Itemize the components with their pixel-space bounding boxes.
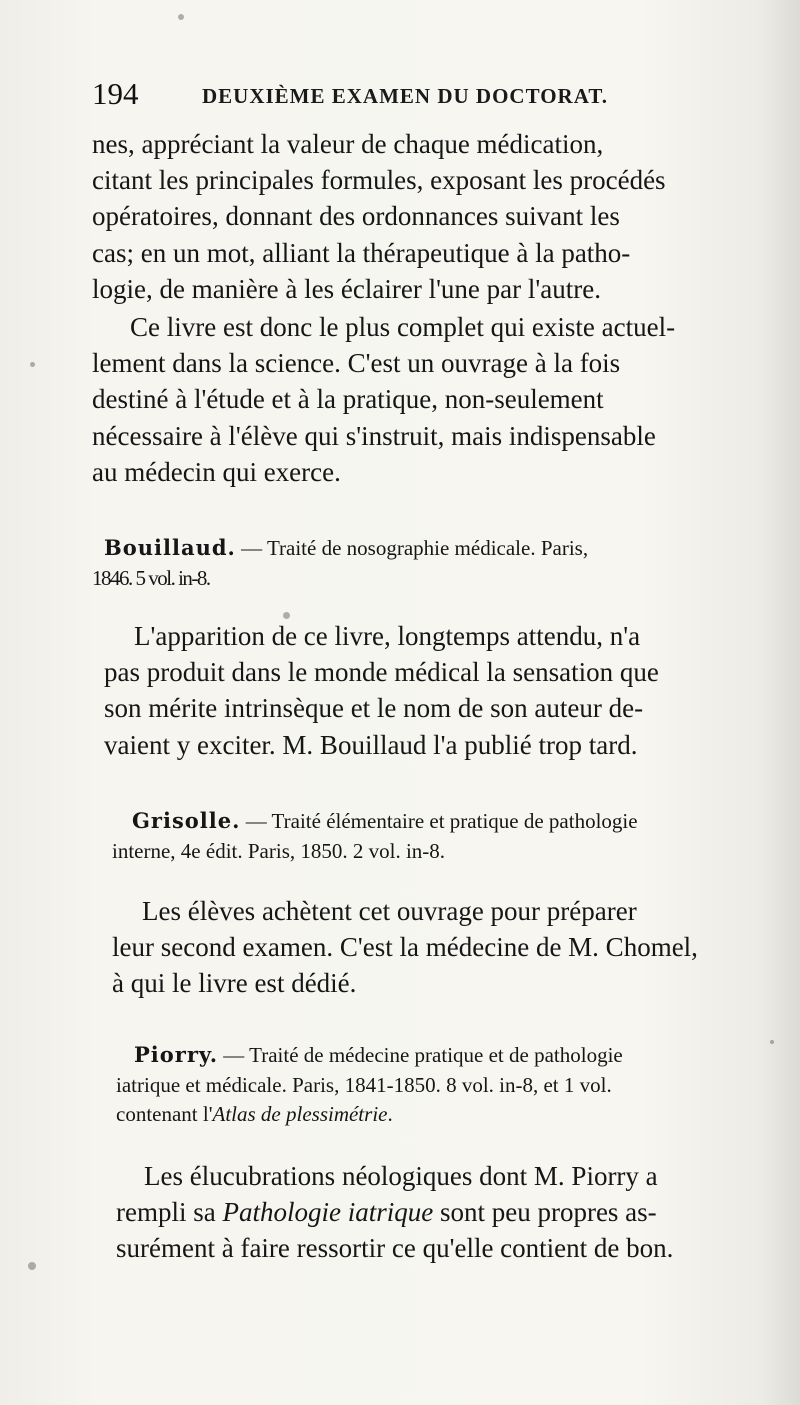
text-line: Les élèves achètent cet ouvrage pour préparer — [142, 896, 637, 926]
text-line: nes, appréciant la valeur de chaque médication, — [92, 129, 604, 159]
text-line: cas; en un mot, alliant la thérapeutique à la patho- — [92, 237, 631, 268]
entry-italic-title: Atlas de plessimétrie — [212, 1102, 388, 1126]
text-line: opératoires, donnant des ordonnances suivant les — [92, 201, 620, 232]
entry-line: iatrique et médicale. Paris, 1841-1850. 8 vol. in-8, et 1 vol. — [116, 1072, 612, 1097]
text-line: surément à faire ressortir ce qu'elle contient de bon. — [116, 1233, 674, 1264]
text-line: logie, de manière à les éclairer l'une par l'autre. — [92, 273, 601, 304]
text-line: L'apparition de ce livre, longtemps attendu, n'a — [134, 621, 641, 651]
entry-title: — Traité de nosographie médicale. Paris, — [235, 536, 589, 560]
paragraph-2 — [92, 309, 727, 490]
paragraph-4 — [112, 893, 728, 1002]
text-line: pas produit dans le monde médical la sensation que — [104, 657, 659, 688]
text-line: vaient y exciter. M. Bouillaud l'a publié trop tard. — [104, 729, 638, 760]
text-line: citant les principales formules, exposant les procédés — [92, 165, 666, 196]
text-line: lement dans la science. C'est un ouvrage à la fois — [92, 348, 621, 379]
entry-line: interne, 4e édit. Paris, 1850. 2 vol. in-8. — [112, 838, 446, 863]
bibliography-entry-bouillaud — [92, 533, 729, 593]
entry-line — [112, 806, 737, 837]
bibliography-entry-piorry — [116, 1040, 734, 1130]
page-edge-shadow — [760, 0, 800, 1405]
entry-author: Bouillaud. — [104, 535, 236, 560]
entry-author: Piorry. — [134, 1042, 219, 1067]
text-line: à qui le livre est dédié. — [112, 968, 357, 999]
bibliography-entry-grisolle — [112, 806, 737, 866]
entry-line — [104, 533, 729, 564]
text-line: son mérite intrinsèque et le nom de son auteur de- — [104, 693, 644, 724]
running-title: DEUXIÈME EXAMEN DU DOCTORAT. — [202, 84, 609, 108]
entry-text: . — [387, 1102, 393, 1126]
text-line: Les élucubrations néologiques dont M. Piorry a — [144, 1161, 658, 1191]
entry-line: 1846. 5 vol. in-8. — [92, 565, 210, 590]
running-header — [92, 74, 732, 114]
entry-line — [116, 1100, 734, 1130]
entry-line — [116, 1040, 734, 1071]
entry-author: Grisolle. — [132, 808, 241, 833]
paragraph-5 — [116, 1158, 738, 1267]
text-line: leur second examen. C'est la médecine de M. Chomel, — [112, 932, 698, 963]
paragraph-1 — [92, 126, 727, 307]
text-line — [116, 1194, 738, 1230]
text-segment: sont peu propres as- — [433, 1197, 657, 1228]
paragraph-3 — [104, 618, 726, 763]
italic-title: Pathologie iatrique — [222, 1197, 434, 1228]
entry-text: contenant l' — [116, 1102, 213, 1126]
page-number: 194 — [92, 76, 139, 111]
text-segment: rempli sa — [116, 1197, 223, 1228]
text-line: nécessaire à l'élève qui s'instruit, mais indispensable — [92, 420, 656, 451]
text-line: destiné à l'étude et à la pratique, non-seulement — [92, 384, 604, 415]
text-line: au médecin qui exerce. — [92, 456, 341, 487]
entry-title: — Traité de médecine pratique et de pathologie — [218, 1043, 623, 1067]
entry-title: — Traité élémentaire et pratique de pathologie — [240, 809, 638, 833]
text-line: Ce livre est donc le plus complet qui existe actuel- — [130, 312, 676, 342]
